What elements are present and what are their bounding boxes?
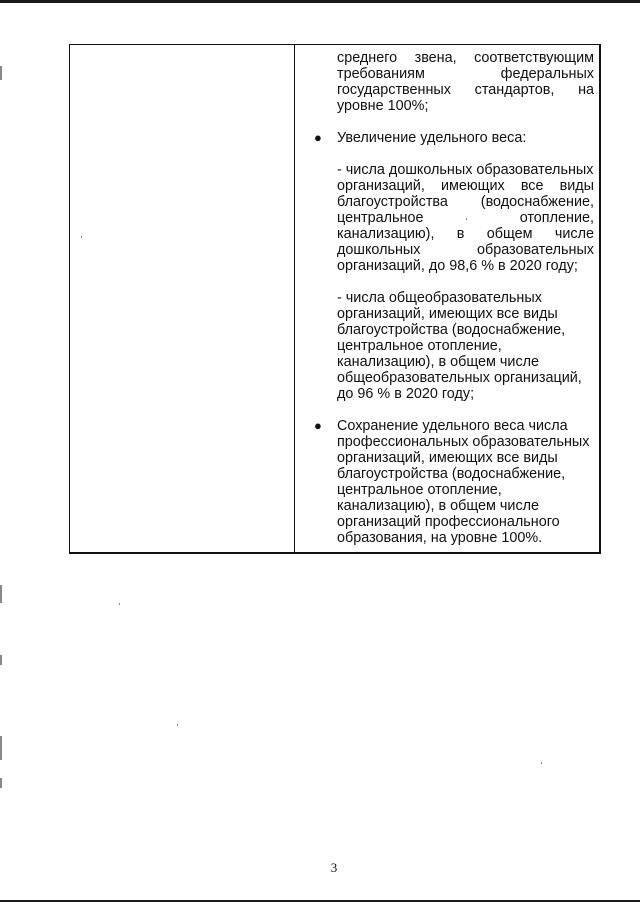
text-line: - числа дошкольных образовательных: [337, 162, 594, 178]
text-line: до 96 % в 2020 году;: [337, 386, 475, 402]
table-top-border: [69, 44, 601, 45]
word: общем: [486, 226, 533, 242]
word: дошкольных: [337, 242, 421, 258]
text-line: организаций, имеющих все виды: [337, 306, 558, 322]
text-line: Сохранение удельного веса числа: [337, 418, 568, 434]
word: государственных: [337, 82, 451, 98]
scan-speck: [541, 762, 542, 764]
continuation-paragraph: [337, 50, 594, 114]
scan-speck: [466, 218, 467, 220]
word: звена,: [414, 50, 457, 66]
text-line: организаций, до 98,6 % в 2020 году;: [337, 258, 578, 274]
scan-speck: [119, 603, 120, 605]
scan-top-edge: [0, 0, 640, 3]
word: (водоснабжение,: [480, 194, 594, 210]
word: организаций,: [337, 178, 425, 194]
text-line: [337, 66, 594, 82]
word: на: [578, 82, 595, 98]
text-line: общеобразовательных организаций,: [337, 370, 582, 386]
scan-speck: [177, 724, 178, 726]
text-line: канализацию), в общем числе: [337, 498, 540, 514]
text-line: организаций профессионального: [337, 514, 560, 530]
text-line: канализацию), в общем числе: [337, 354, 540, 370]
sub-item-general-education: [337, 290, 594, 402]
scan-speck: [0, 66, 2, 80]
table-column-divider: [294, 44, 295, 554]
word: соответствующим: [474, 50, 595, 66]
bullet-icon: ●: [314, 130, 322, 145]
scan-speck: [0, 655, 2, 665]
text-line: центральное отопление,: [337, 338, 502, 354]
word: виды: [559, 178, 595, 194]
word: имеющих: [440, 178, 505, 194]
word: среднего: [337, 50, 398, 66]
scan-speck: [0, 736, 2, 760]
word: числе: [554, 226, 595, 242]
bullet-heading: Увеличение удельного веса:: [337, 130, 527, 146]
text-line: - числа общеобразовательных: [337, 290, 542, 306]
text-line: [337, 178, 594, 194]
text-line: профессиональных образовательных: [337, 434, 590, 450]
word: требованиям: [337, 66, 425, 82]
text-line: образования, на уровне 100%.: [337, 530, 543, 546]
text-line: уровне 100%;: [337, 98, 429, 114]
text-line: [337, 242, 594, 258]
text-line: [337, 50, 594, 66]
word: образовательных: [476, 242, 594, 258]
word: стандартов,: [474, 82, 555, 98]
word: отопление,: [519, 210, 594, 226]
scan-bottom-edge: [0, 900, 640, 902]
word: все: [520, 178, 544, 194]
text-line: [337, 194, 594, 210]
bullet-icon: ●: [314, 418, 322, 433]
scan-speck: [0, 585, 2, 603]
text-line: организаций, имеющих все виды: [337, 450, 558, 466]
scan-speck: [81, 236, 82, 238]
text-line: [337, 226, 594, 242]
word: центральное: [337, 210, 424, 226]
text-line: благоустройства (водоснабжение,: [337, 322, 566, 338]
scan-speck: [0, 778, 2, 788]
word: федеральных: [500, 66, 594, 82]
table-right-cell: [304, 50, 594, 546]
bullet-item-2: [304, 418, 594, 546]
bullet-item-1: [304, 130, 594, 146]
text-line: центральное отопление,: [337, 482, 502, 498]
text-line: благоустройства (водоснабжение,: [337, 466, 566, 482]
page-number: 3: [330, 860, 338, 875]
word: благоустройства: [337, 194, 448, 210]
word: канализацию),: [337, 226, 435, 242]
word: в: [456, 226, 465, 242]
text-line: [337, 82, 594, 98]
